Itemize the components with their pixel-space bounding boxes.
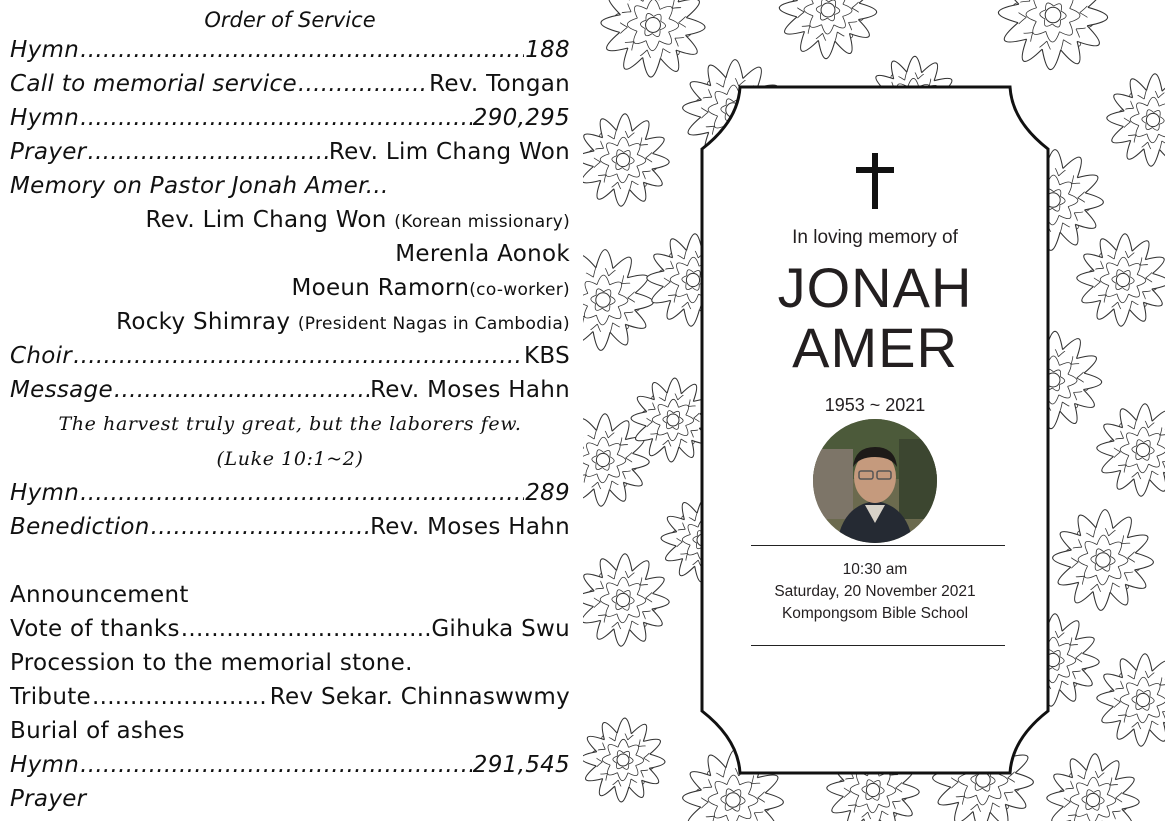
flower-motif — [998, 0, 1107, 70]
flower-motif — [583, 114, 669, 206]
life-years: 1953 ~ 2021 — [824, 395, 926, 415]
speaker-4 — [10, 305, 570, 339]
hymn-1-row — [10, 33, 570, 67]
memorial-card — [700, 85, 1050, 775]
benediction-value: Rev. Moses Hahn — [370, 514, 570, 540]
divider-bottom — [751, 645, 1005, 646]
verse-line-1: The harvest truly great, but the laborers few. — [58, 413, 522, 435]
prayer-final: Prayer — [10, 786, 87, 812]
hymn-4-row — [10, 748, 570, 782]
hymn-3-label: Hymn — [10, 480, 80, 506]
speaker-3 — [10, 271, 570, 305]
leader-dots — [87, 135, 327, 169]
leader-dots — [80, 101, 472, 135]
flower-motif — [1077, 234, 1165, 326]
portrait-photo — [813, 419, 937, 543]
leader-dots — [114, 373, 369, 407]
hymn-3-row — [10, 476, 570, 510]
tribute-row — [10, 680, 570, 714]
procession: Procession to the memorial stone. — [10, 650, 413, 676]
flower-motif — [583, 250, 653, 351]
tribute-label: Tribute — [10, 684, 91, 710]
service-time: 10:30 am — [842, 561, 908, 578]
prayer-value: Rev. Lim Chang Won — [328, 139, 570, 165]
message-value: Rev. Moses Hahn — [370, 377, 570, 403]
speaker-4-name: Rocky Shimray — [116, 309, 298, 335]
leader-dots — [92, 680, 269, 714]
announcement: Announcement — [10, 582, 189, 608]
thanks-row — [10, 612, 570, 646]
flower-motif — [583, 718, 665, 802]
flower-motif — [583, 414, 649, 506]
hymn-4-value: 291,545 — [472, 752, 570, 778]
service-date: Saturday, 20 November 2021 — [774, 583, 976, 600]
message-row — [10, 373, 570, 407]
flower-motif — [1097, 654, 1165, 746]
speaker-1-name: Rev. Lim Chang Won — [145, 207, 395, 233]
leader-dots — [80, 748, 472, 782]
message-label: Message — [10, 377, 113, 403]
burial: Burial of ashes — [10, 718, 185, 744]
card-subtitle: In loving memory of — [792, 227, 958, 248]
speaker-4-note: (President Nagas in Cambodia) — [297, 314, 570, 334]
first-name: JONAH — [777, 256, 973, 319]
benediction-label: Benediction — [10, 514, 150, 540]
cross-icon — [856, 153, 894, 209]
hymn-1-value: 188 — [525, 37, 570, 63]
leader-dots — [151, 510, 369, 544]
hymn-2-row — [10, 101, 570, 135]
choir-row — [10, 339, 570, 373]
speaker-3-name: Moeun Ramorn — [291, 275, 470, 301]
order-of-service-page — [0, 0, 580, 821]
speaker-3-note: (co-worker) — [469, 280, 570, 300]
leader-dots — [80, 476, 524, 510]
order-title: Order of Service — [204, 8, 376, 32]
tribute-value: Rev Sekar. Chinnaswwmy — [269, 684, 570, 710]
speaker-2-name: Merenla Aonok — [395, 241, 570, 267]
speaker-1-note: (Korean missionary) — [394, 212, 570, 232]
call-row — [10, 67, 570, 101]
last-name: AMER — [792, 316, 958, 379]
flower-motif — [1053, 510, 1154, 611]
speaker-2 — [10, 237, 570, 271]
leader-dots — [73, 339, 523, 373]
call-label: Call to memorial service — [10, 71, 297, 97]
hymn-2-value: 290,295 — [472, 105, 570, 131]
flower-motif — [583, 554, 669, 646]
divider-top — [751, 545, 1005, 546]
hymn-2-label: Hymn — [10, 105, 80, 131]
hymn-1-label: Hymn — [10, 37, 80, 63]
choir-value: KBS — [524, 343, 570, 369]
service-place: Kompongsom Bible School — [781, 605, 969, 622]
memory-label: Memory on Pastor Jonah Amer... — [10, 173, 389, 199]
benediction-row — [10, 510, 570, 544]
thanks-label: Vote of thanks — [10, 616, 180, 642]
thanks-value: Gihuka Swu — [431, 616, 570, 642]
flower-motif — [779, 0, 876, 59]
flower-motif — [601, 0, 705, 77]
leader-dots — [80, 33, 524, 67]
flower-motif — [1107, 74, 1165, 166]
hymn-3-value: 289 — [525, 480, 570, 506]
hymn-4-label: Hymn — [10, 752, 80, 778]
prayer-row — [10, 135, 570, 169]
leader-dots — [298, 67, 428, 101]
speaker-1 — [10, 203, 570, 237]
flower-motif — [1047, 754, 1139, 821]
leader-dots — [181, 612, 431, 646]
verse-line-2: (Luke 10:1~2) — [216, 448, 364, 470]
choir-label: Choir — [10, 343, 73, 369]
call-value: Rev. Tongan — [429, 71, 570, 97]
flower-motif — [1097, 404, 1165, 496]
prayer-label: Prayer — [10, 139, 87, 165]
